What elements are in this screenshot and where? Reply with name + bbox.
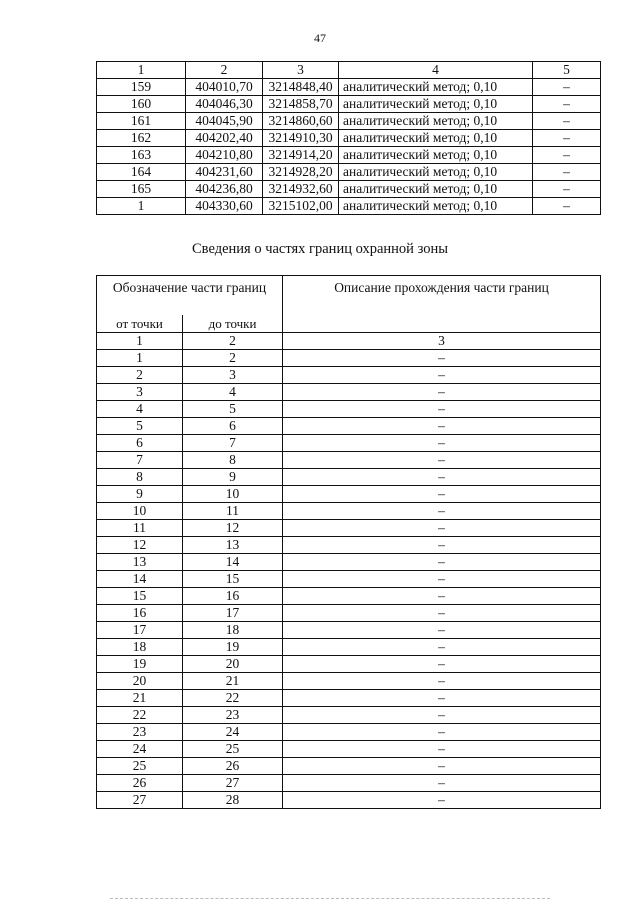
description-cell: – bbox=[283, 401, 601, 418]
from-point-cell: 10 bbox=[97, 503, 183, 520]
description-cell: – bbox=[283, 418, 601, 435]
table-row bbox=[97, 96, 601, 113]
table-row bbox=[97, 164, 601, 181]
from-point-cell: 2 bbox=[97, 367, 183, 384]
parts-header-row bbox=[97, 276, 601, 316]
to-point-cell: 23 bbox=[183, 707, 283, 724]
header-description: Описание прохождения части границ bbox=[283, 276, 601, 333]
coordinates-table bbox=[96, 61, 601, 215]
table-row bbox=[97, 622, 601, 639]
description-cell: – bbox=[283, 571, 601, 588]
from-point-cell: 8 bbox=[97, 469, 183, 486]
from-point-cell: 14 bbox=[97, 571, 183, 588]
table-cell: 404210,80 bbox=[186, 147, 263, 164]
description-cell: – bbox=[283, 724, 601, 741]
from-point-cell: 23 bbox=[97, 724, 183, 741]
table-cell: 162 bbox=[97, 130, 186, 147]
to-point-cell: 4 bbox=[183, 384, 283, 401]
from-point-cell: 7 bbox=[97, 452, 183, 469]
table-row bbox=[97, 384, 601, 401]
table-cell: – bbox=[533, 130, 601, 147]
table-cell: 404330,60 bbox=[186, 198, 263, 215]
coord-header-row bbox=[97, 62, 601, 79]
to-point-cell: 25 bbox=[183, 741, 283, 758]
table-row bbox=[97, 452, 601, 469]
to-point-cell: 16 bbox=[183, 588, 283, 605]
description-cell: – bbox=[283, 656, 601, 673]
description-cell: – bbox=[283, 741, 601, 758]
description-cell: – bbox=[283, 486, 601, 503]
description-cell: – bbox=[283, 792, 601, 809]
to-point-cell: 10 bbox=[183, 486, 283, 503]
table-cell: – bbox=[533, 113, 601, 130]
table-cell: аналитический метод; 0,10 bbox=[339, 96, 533, 113]
from-point-cell: 19 bbox=[97, 656, 183, 673]
description-cell: – bbox=[283, 520, 601, 537]
coord-header-cell: 2 bbox=[186, 62, 263, 79]
section-title: Сведения о частях границ охранной зоны bbox=[192, 241, 448, 257]
table-row bbox=[97, 588, 601, 605]
table-cell: аналитический метод; 0,10 bbox=[339, 130, 533, 147]
to-point-cell: 8 bbox=[183, 452, 283, 469]
table-cell: 404236,80 bbox=[186, 181, 263, 198]
table-cell: 3214928,20 bbox=[263, 164, 339, 181]
boundary-parts-table bbox=[96, 275, 601, 809]
from-point-cell: 17 bbox=[97, 622, 183, 639]
coord-header-cell: 3 bbox=[263, 62, 339, 79]
to-point-cell: 15 bbox=[183, 571, 283, 588]
to-point-cell: 9 bbox=[183, 469, 283, 486]
table-row bbox=[97, 690, 601, 707]
description-cell: – bbox=[283, 639, 601, 656]
description-cell: – bbox=[283, 452, 601, 469]
from-point-cell: 4 bbox=[97, 401, 183, 418]
numbering-cell: 1 bbox=[97, 333, 183, 350]
description-cell: – bbox=[283, 622, 601, 639]
table-row bbox=[97, 707, 601, 724]
table-row bbox=[97, 181, 601, 198]
table-cell: аналитический метод; 0,10 bbox=[339, 113, 533, 130]
header-to-point: до точки bbox=[183, 315, 283, 333]
description-cell: – bbox=[283, 690, 601, 707]
table-row bbox=[97, 469, 601, 486]
from-point-cell: 22 bbox=[97, 707, 183, 724]
from-point-cell: 21 bbox=[97, 690, 183, 707]
numbering-cell: 2 bbox=[183, 333, 283, 350]
table-row bbox=[97, 401, 601, 418]
description-cell: – bbox=[283, 758, 601, 775]
table-cell: 160 bbox=[97, 96, 186, 113]
description-cell: – bbox=[283, 435, 601, 452]
from-point-cell: 20 bbox=[97, 673, 183, 690]
from-point-cell: 15 bbox=[97, 588, 183, 605]
from-point-cell: 24 bbox=[97, 741, 183, 758]
table-cell: 1 bbox=[97, 198, 186, 215]
description-cell: – bbox=[283, 605, 601, 622]
from-point-cell: 11 bbox=[97, 520, 183, 537]
table-row bbox=[97, 520, 601, 537]
header-from-point: от точки bbox=[97, 315, 183, 333]
description-cell: – bbox=[283, 367, 601, 384]
table-row bbox=[97, 537, 601, 554]
table-cell: – bbox=[533, 79, 601, 96]
from-point-cell: 25 bbox=[97, 758, 183, 775]
table-row bbox=[97, 724, 601, 741]
table-row bbox=[97, 198, 601, 215]
to-point-cell: 5 bbox=[183, 401, 283, 418]
table-row bbox=[97, 113, 601, 130]
to-point-cell: 7 bbox=[183, 435, 283, 452]
table-cell: – bbox=[533, 181, 601, 198]
table-cell: 3214910,30 bbox=[263, 130, 339, 147]
to-point-cell: 28 bbox=[183, 792, 283, 809]
from-point-cell: 18 bbox=[97, 639, 183, 656]
to-point-cell: 22 bbox=[183, 690, 283, 707]
table-row bbox=[97, 571, 601, 588]
table-cell: – bbox=[533, 164, 601, 181]
description-cell: – bbox=[283, 384, 601, 401]
table-cell: 3214858,70 bbox=[263, 96, 339, 113]
from-point-cell: 27 bbox=[97, 792, 183, 809]
table-cell: 3214848,40 bbox=[263, 79, 339, 96]
table-cell: – bbox=[533, 198, 601, 215]
description-cell: – bbox=[283, 537, 601, 554]
table-cell: 3214914,20 bbox=[263, 147, 339, 164]
from-point-cell: 16 bbox=[97, 605, 183, 622]
to-point-cell: 26 bbox=[183, 758, 283, 775]
table-row bbox=[97, 367, 601, 384]
from-point-cell: 26 bbox=[97, 775, 183, 792]
to-point-cell: 14 bbox=[183, 554, 283, 571]
parts-numbering-row bbox=[97, 333, 601, 350]
page-number: 47 bbox=[314, 31, 326, 45]
to-point-cell: 19 bbox=[183, 639, 283, 656]
description-cell: – bbox=[283, 554, 601, 571]
table-cell: аналитический метод; 0,10 bbox=[339, 198, 533, 215]
to-point-cell: 13 bbox=[183, 537, 283, 554]
from-point-cell: 12 bbox=[97, 537, 183, 554]
table-cell: 163 bbox=[97, 147, 186, 164]
description-cell: – bbox=[283, 469, 601, 486]
header-designation: Обозначение части границ bbox=[97, 276, 283, 316]
scan-artifact-line bbox=[110, 894, 550, 899]
table-cell: 3214932,60 bbox=[263, 181, 339, 198]
table-cell: 404231,60 bbox=[186, 164, 263, 181]
from-point-cell: 1 bbox=[97, 350, 183, 367]
coord-header-cell: 1 bbox=[97, 62, 186, 79]
table-row bbox=[97, 130, 601, 147]
table-cell: – bbox=[533, 147, 601, 164]
table-row bbox=[97, 147, 601, 164]
to-point-cell: 17 bbox=[183, 605, 283, 622]
to-point-cell: 2 bbox=[183, 350, 283, 367]
to-point-cell: 24 bbox=[183, 724, 283, 741]
table-cell: 161 bbox=[97, 113, 186, 130]
table-cell: 404010,70 bbox=[186, 79, 263, 96]
table-cell: 159 bbox=[97, 79, 186, 96]
table-cell: аналитический метод; 0,10 bbox=[339, 164, 533, 181]
table-row bbox=[97, 503, 601, 520]
from-point-cell: 13 bbox=[97, 554, 183, 571]
table-row bbox=[97, 639, 601, 656]
table-row bbox=[97, 350, 601, 367]
table-cell: 404046,30 bbox=[186, 96, 263, 113]
to-point-cell: 21 bbox=[183, 673, 283, 690]
to-point-cell: 3 bbox=[183, 367, 283, 384]
from-point-cell: 3 bbox=[97, 384, 183, 401]
table-cell: 404202,40 bbox=[186, 130, 263, 147]
description-cell: – bbox=[283, 503, 601, 520]
description-cell: – bbox=[283, 673, 601, 690]
table-row bbox=[97, 79, 601, 96]
description-cell: – bbox=[283, 775, 601, 792]
from-point-cell: 9 bbox=[97, 486, 183, 503]
table-row bbox=[97, 554, 601, 571]
from-point-cell: 6 bbox=[97, 435, 183, 452]
table-row bbox=[97, 775, 601, 792]
description-cell: – bbox=[283, 588, 601, 605]
table-row bbox=[97, 435, 601, 452]
from-point-cell: 5 bbox=[97, 418, 183, 435]
to-point-cell: 11 bbox=[183, 503, 283, 520]
to-point-cell: 18 bbox=[183, 622, 283, 639]
table-row bbox=[97, 673, 601, 690]
table-cell: – bbox=[533, 96, 601, 113]
table-row bbox=[97, 792, 601, 809]
coord-header-cell: 5 bbox=[533, 62, 601, 79]
table-row bbox=[97, 741, 601, 758]
table-row bbox=[97, 486, 601, 503]
table-cell: аналитический метод; 0,10 bbox=[339, 181, 533, 198]
to-point-cell: 12 bbox=[183, 520, 283, 537]
description-cell: – bbox=[283, 707, 601, 724]
description-cell: – bbox=[283, 350, 601, 367]
table-cell: аналитический метод; 0,10 bbox=[339, 147, 533, 164]
table-row bbox=[97, 418, 601, 435]
coord-header-cell: 4 bbox=[339, 62, 533, 79]
table-cell: 164 bbox=[97, 164, 186, 181]
table-row bbox=[97, 758, 601, 775]
table-row bbox=[97, 605, 601, 622]
to-point-cell: 27 bbox=[183, 775, 283, 792]
table-cell: 3215102,00 bbox=[263, 198, 339, 215]
table-cell: 165 bbox=[97, 181, 186, 198]
table-row bbox=[97, 656, 601, 673]
to-point-cell: 20 bbox=[183, 656, 283, 673]
numbering-cell: 3 bbox=[283, 333, 601, 350]
table-cell: аналитический метод; 0,10 bbox=[339, 79, 533, 96]
to-point-cell: 6 bbox=[183, 418, 283, 435]
table-cell: 404045,90 bbox=[186, 113, 263, 130]
table-cell: 3214860,60 bbox=[263, 113, 339, 130]
